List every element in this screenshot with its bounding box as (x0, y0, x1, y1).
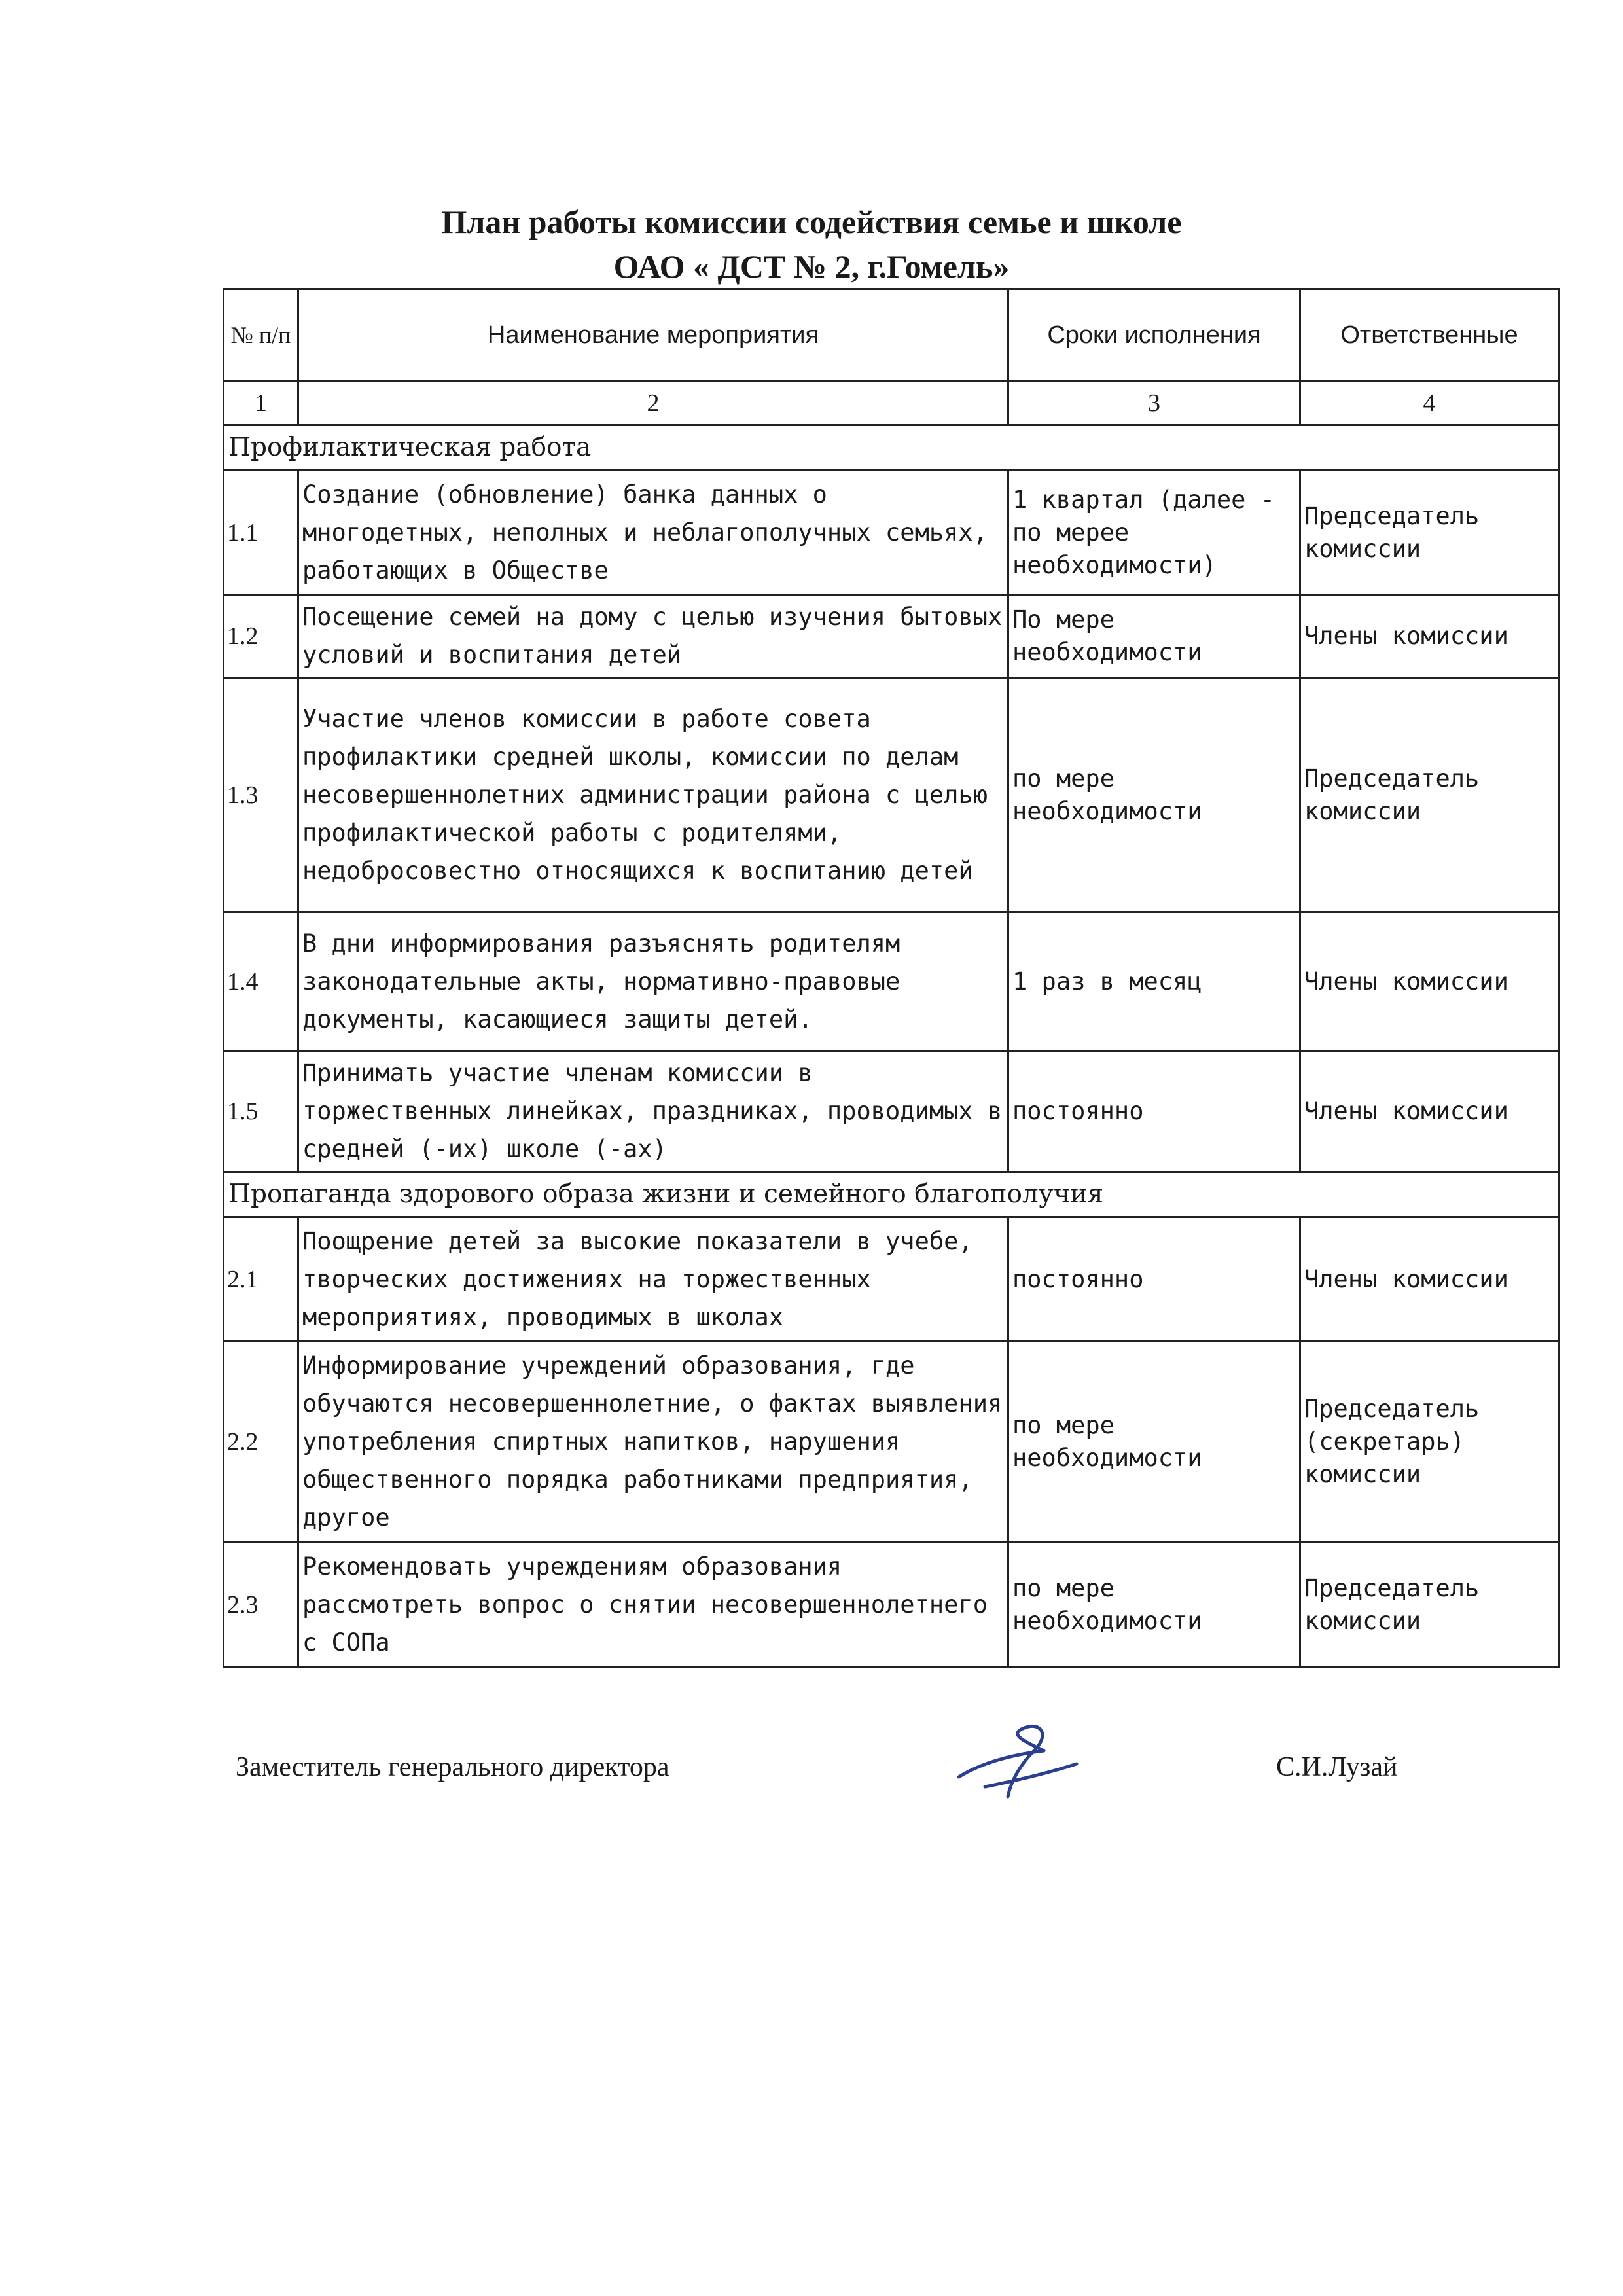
row-responsible: Члены комиссии (1300, 912, 1559, 1051)
table-row (224, 1342, 1559, 1542)
table-row (224, 678, 1559, 912)
row-activity: Создание (обновление) банка данных о многодетных, неполных и неблагополучных семьях, работающих в Обществе (298, 471, 1008, 595)
signer-name: С.И.Лузай (1276, 1752, 1398, 1782)
column-number: 2 (298, 382, 1008, 425)
row-deadline: постоянно (1008, 1051, 1300, 1172)
row-activity: Принимать участие членам комиссии в торжественных линейках, праздниках, проводимых в средней (-их) школе (-ах) (298, 1051, 1008, 1172)
section-row (224, 425, 1559, 471)
row-number: 2.1 (224, 1217, 298, 1342)
row-responsible: Председатель (секретарь) комиссии (1300, 1342, 1559, 1542)
table-row (224, 912, 1559, 1051)
row-responsible: Председатель комиссии (1300, 1542, 1559, 1668)
section-title: Профилактическая работа (224, 425, 1559, 471)
column-number: 3 (1008, 382, 1300, 425)
column-number: 4 (1300, 382, 1559, 425)
row-deadline: постоянно (1008, 1217, 1300, 1342)
row-number: 1.1 (224, 471, 298, 595)
row-number: 2.3 (224, 1542, 298, 1668)
table-row (224, 595, 1559, 678)
row-responsible: Члены комиссии (1300, 1051, 1559, 1172)
row-number: 1.5 (224, 1051, 298, 1172)
column-number: 1 (224, 382, 298, 425)
header-name: Наименование мероприятия (298, 289, 1008, 382)
row-activity: Информирование учреждений образования, где обучаются несовершеннолетние, о фактах выявления употребления спиртных напитков, нарушения общественного порядка работниками предприятия, другое (298, 1342, 1008, 1542)
row-activity: Посещение семей на дому с целью изучения бытовых условий и воспитания детей (298, 595, 1008, 678)
header-term: Сроки исполнения (1008, 289, 1300, 382)
table-header-row (224, 289, 1559, 382)
table-row (224, 471, 1559, 595)
header-resp: Ответственные (1300, 289, 1559, 382)
row-deadline: по мере необходимости (1008, 1342, 1300, 1542)
row-responsible: Члены комиссии (1300, 1217, 1559, 1342)
row-activity: Участие членов комиссии в работе совета профилактики средней школы, комиссии по делам несовершеннолетних администрации района с целью профилактической работы с родителями, недобросовестно относящихся к воспитанию детей (298, 678, 1008, 912)
row-deadline: по мере необходимости (1008, 1542, 1300, 1668)
row-responsible: Председатель комиссии (1300, 678, 1559, 912)
row-number: 1.3 (224, 678, 298, 912)
row-responsible: Председатель комиссии (1300, 471, 1559, 595)
plan-table (223, 288, 1560, 1668)
table-row (224, 1217, 1559, 1342)
title-line-2: ОАО « ДСТ № 2, г.Гомель» (613, 248, 1010, 285)
handwritten-signature (946, 1715, 1083, 1813)
row-deadline: 1 квартал (далее - по мерее необходимости) (1008, 471, 1300, 595)
row-activity: Поощрение детей за высокие показатели в учебе, творческих достижениях на торжественных мероприятиях, проводимых в школах (298, 1217, 1008, 1342)
section-title: Пропаганда здорового образа жизни и семейного благополучия (224, 1172, 1559, 1217)
row-deadline: По мере необходимости (1008, 595, 1300, 678)
signer-title: Заместитель генерального директора (236, 1752, 669, 1782)
row-activity: Рекомендовать учреждениям образования рассмотреть вопрос о снятии несовершеннолетнего с СОПа (298, 1542, 1008, 1668)
header-num: № п/п (224, 289, 298, 382)
row-number: 1.4 (224, 912, 298, 1051)
row-activity: В дни информирования разъяснять родителям законодательные акты, нормативно-правовые документы, касающиеся защиты детей. (298, 912, 1008, 1051)
title-line-1: План работы комиссии содействия семье и школе (441, 204, 1182, 240)
row-deadline: 1 раз в месяц (1008, 912, 1300, 1051)
document-title (0, 200, 1623, 289)
row-number: 2.2 (224, 1342, 298, 1542)
section-row (224, 1172, 1559, 1217)
column-numbers-row (224, 382, 1559, 425)
table-row (224, 1051, 1559, 1172)
table-row (224, 1542, 1559, 1668)
table-body (224, 425, 1559, 1668)
row-deadline: по мере необходимости (1008, 678, 1300, 912)
row-responsible: Члены комиссии (1300, 595, 1559, 678)
row-number: 1.2 (224, 595, 298, 678)
